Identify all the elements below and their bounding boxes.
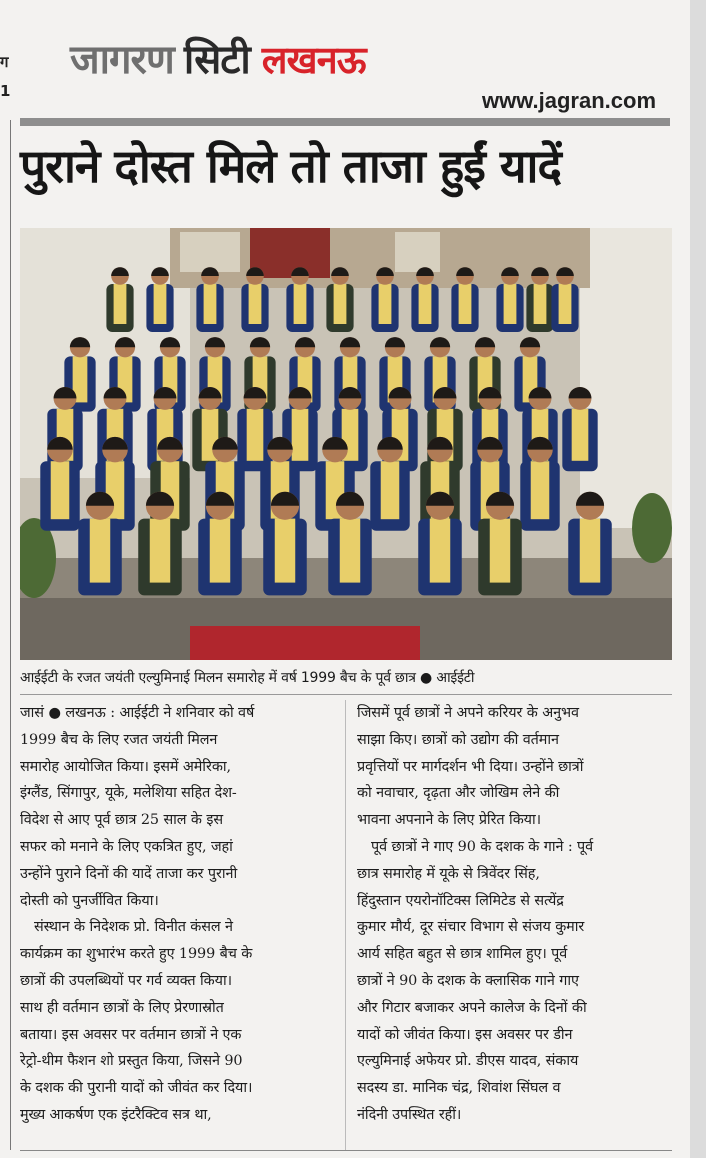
article-line: प्रवृत्तियों पर मार्गदर्शन भी दिया। उन्होंने छात्रों [357, 758, 584, 775]
article-line: साझा किए। छात्रों को उद्योग की वर्तमान [357, 731, 559, 748]
margin-rule [10, 120, 11, 1150]
photo-caption: आईईटी के रजत जयंती एल्युमिनाई मिलन समारोह में वर्ष 1999 बैच के पूर्व छात्र ● आईईटी [20, 670, 475, 686]
article-line: सदस्य डा. मानिक चंद्र, शिवांश सिंघल व [357, 1080, 561, 1097]
margin-fragment: 1 [0, 82, 11, 100]
article-column-2 [357, 700, 675, 1129]
article-line: छात्र समारोह में यूके से त्रिवेंदर सिंह, [357, 865, 540, 882]
article-line: जासं ● लखनऊ : आईईटी ने शनिवार को वर्ष [20, 705, 255, 721]
caption-rule [20, 694, 672, 695]
margin-fragment: ग [0, 53, 9, 71]
group-photo [20, 228, 672, 660]
article-column-1 [20, 700, 338, 1129]
article-paragraph [357, 834, 675, 1129]
masthead [70, 30, 366, 90]
article-line: के दशक की पुरानी यादों को जीवंत कर दिया। [20, 1080, 253, 1097]
article-line: समारोह आयोजित किया। इसमें अमेरिका, [20, 758, 231, 775]
article-line: हिंदुस्तान एयरोनॉटिक्स लिमिटेड से सत्येंद्र [357, 892, 564, 909]
article-line: इंग्लैंड, सिंगापुर, यूके, मलेशिया सहित देश- [20, 785, 237, 802]
masthead-url: www.jagran.com [482, 88, 657, 113]
article-line: रेट्रो-थीम फैशन शो प्रस्तुत किया, जिसने 90 [20, 1053, 243, 1070]
masthead-rule [20, 118, 670, 126]
article-paragraph [357, 700, 675, 834]
article-line: पूर्व छात्रों ने गाए 90 के दशक के गाने : पूर्व [371, 838, 594, 855]
article-paragraph [20, 914, 338, 1128]
column-divider [345, 700, 346, 1150]
masthead-city-name: लखनऊ [261, 38, 366, 82]
article-line: जिसमें पूर्व छात्रों ने अपने करियर के अनुभव [357, 705, 579, 721]
article-line: एल्युमिनाई अफेयर प्रो. डीएस यादव, संकाय [357, 1053, 579, 1070]
article-line: 1999 बैच के लिए रजत जयंती मिलन [20, 731, 218, 748]
scroll-edge [690, 0, 706, 1158]
article-line: उन्होंने पुराने दिनों की यादें ताजा कर पुरानी [20, 865, 238, 882]
article-line: को नवाचार, दृढ़ता और जोखिम लेने की [357, 785, 560, 802]
article-paragraph [20, 700, 338, 914]
article-line: नंदिनी उपस्थित रहीं। [357, 1106, 462, 1123]
article-line: दोस्ती को पुनर्जीवित किया। [20, 892, 159, 909]
article-line: बताया। इस अवसर पर वर्तमान छात्रों ने एक [20, 1026, 242, 1043]
masthead-jagran: जागरण [70, 37, 174, 83]
article-line: यादों को जीवंत किया। इस अवसर पर डीन [357, 1026, 573, 1043]
article-line: कुमार मौर्य, दूर संचार विभाग से संजय कुमार [357, 919, 585, 936]
bottom-rule [20, 1150, 672, 1151]
article-line: और गिटार बजाकर अपने कालेज के दिनों की [357, 999, 587, 1016]
left-margin [0, 0, 16, 1158]
article-line: कार्यक्रम का शुभारंभ करते हुए 1999 बैच के [20, 946, 253, 963]
article-line: भावना अपनाने के लिए प्रेरित किया। [357, 812, 542, 829]
article-line: साथ ही वर्तमान छात्रों के लिए प्रेरणास्रोत [20, 999, 224, 1016]
article-line: छात्रों ने 90 के दशक के क्लासिक गाने गाए [357, 972, 579, 989]
masthead-city: सिटी [183, 37, 250, 83]
headline: पुराने दोस्त मिले तो ताजा हुईं यादें [20, 139, 561, 193]
article-line: आर्य सहित बहुत से छात्र शामिल हुए। पूर्व [357, 946, 568, 963]
article-line: सफर को मनाने के लिए एकत्रित हुए, जहां [20, 838, 233, 855]
article-line: छात्रों की उपलब्धियों पर गर्व व्यक्त किया। [20, 972, 232, 989]
article-line: विदेश से आए पूर्व छात्र 25 साल के इस [20, 812, 223, 829]
article-line: संस्थान के निदेशक प्रो. विनीत कंसल ने [34, 919, 233, 936]
article-line: मुख्य आकर्षण एक इंटरैक्टिव सत्र था, [20, 1106, 212, 1123]
